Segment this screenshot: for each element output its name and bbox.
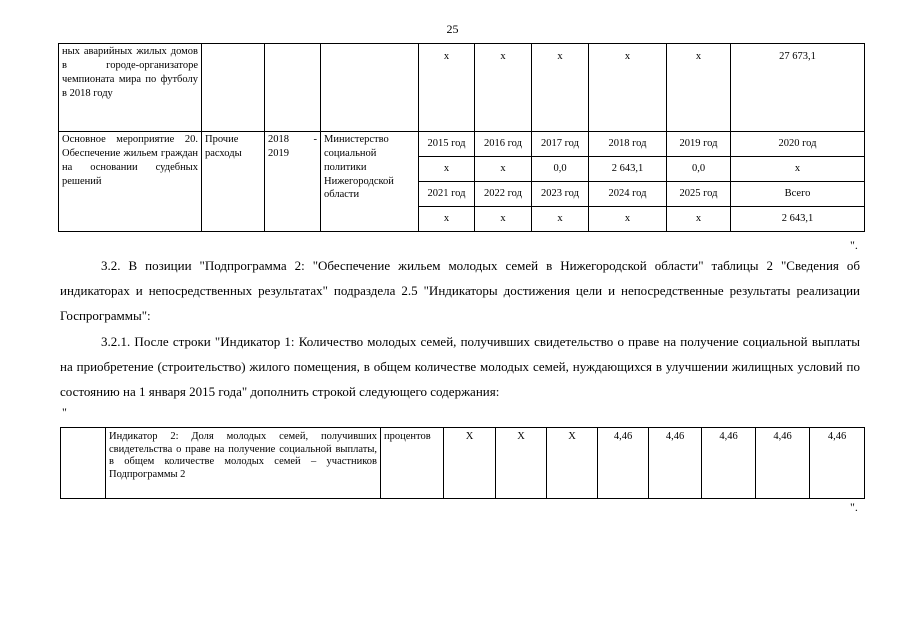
table-cell: x bbox=[731, 157, 865, 182]
opening-quote: " bbox=[62, 405, 67, 419]
row-number bbox=[61, 428, 106, 499]
table-row bbox=[59, 132, 865, 157]
table-cell: x bbox=[589, 44, 667, 132]
table-cell: x bbox=[475, 157, 532, 182]
table-cell: x bbox=[419, 44, 475, 132]
table-cell: 2 643,1 bbox=[589, 157, 667, 182]
table-cell: x bbox=[532, 44, 589, 132]
table-cell: x bbox=[475, 44, 532, 132]
funding-table bbox=[58, 43, 865, 232]
years-separator: - bbox=[313, 134, 317, 145]
table-cell: 4,46 bbox=[756, 428, 810, 499]
table-cell: x bbox=[419, 157, 475, 182]
table-cell: 0,0 bbox=[667, 157, 731, 182]
year-header: 2017 год bbox=[532, 132, 589, 157]
year-header: 2022 год bbox=[475, 182, 532, 207]
table-cell: x bbox=[419, 207, 475, 232]
year-header: 2021 год bbox=[419, 182, 475, 207]
table-cell: x bbox=[667, 207, 731, 232]
table-cell: 4,46 bbox=[810, 428, 865, 499]
empty-cell bbox=[202, 44, 265, 132]
table-row bbox=[59, 44, 865, 132]
implementation-years bbox=[265, 132, 321, 232]
years-start: 2018 bbox=[268, 134, 289, 145]
total-cell: 2 643,1 bbox=[731, 207, 865, 232]
year-header: 2015 год bbox=[419, 132, 475, 157]
paragraph-text: 3.2. В позиции "Подпрограмма 2: "Обеспечение жильем молодых семей в Нижегородской области" таблицы 2 "Сведения об индикаторах и непосредственных результатах" подраздела 2.5 "Индикаторы достижения цели и непосредственные результаты реализации Госпрограммы": bbox=[60, 258, 860, 323]
year-header: 2025 год bbox=[667, 182, 731, 207]
table-cell: X bbox=[496, 428, 547, 499]
table-cell: x bbox=[667, 44, 731, 132]
year-header: 2018 год bbox=[589, 132, 667, 157]
indicator-name: Индикатор 2: Доля молодых семей, получивших свидетельства о праве на получение социальной выплаты, в общем количестве молодых семей – участников Подпрограммы 2 bbox=[106, 428, 381, 499]
row-description: ных аварийных жилых домов в городе-организаторе чемпионата мира по футболу в 2018 году bbox=[59, 44, 202, 132]
measure-description: Основное мероприятие 20. Обеспечение жильем граждан на основании судебных решений bbox=[59, 132, 202, 232]
paragraph-text: 3.2.1. После строки "Индикатор 1: Количество молодых семей, получивших свидетельство о праве на получение социальной выплаты на приобретение (строительство) жилого помещения, в общем количестве молодых семей, нуждающихся в улучшении жилищных условий по состоянию на 1 января 2015 года" дополнить строкой следующего содержания: bbox=[60, 334, 860, 399]
paragraph-3-2-1 bbox=[60, 329, 860, 404]
table-cell: 4,46 bbox=[702, 428, 756, 499]
table-cell: 4,46 bbox=[649, 428, 702, 499]
table-cell: 0,0 bbox=[532, 157, 589, 182]
empty-cell bbox=[265, 44, 321, 132]
table-cell: x bbox=[589, 207, 667, 232]
paragraph-3-2 bbox=[60, 253, 860, 328]
closing-quote: ". bbox=[850, 238, 858, 252]
executor: Министерство социальной политики Нижегородской области bbox=[321, 132, 419, 232]
year-header: 2020 год bbox=[731, 132, 865, 157]
page-number: 25 bbox=[446, 22, 459, 36]
year-header: 2024 год bbox=[589, 182, 667, 207]
indicator-table bbox=[60, 427, 865, 499]
year-header: 2023 год bbox=[532, 182, 589, 207]
total-header: Всего bbox=[731, 182, 865, 207]
year-header: 2016 год bbox=[475, 132, 532, 157]
table-cell: 4,46 bbox=[598, 428, 649, 499]
indicator-unit: процентов bbox=[381, 428, 444, 499]
total-cell: 27 673,1 bbox=[731, 44, 865, 132]
table-cell: x bbox=[475, 207, 532, 232]
table-cell: X bbox=[444, 428, 496, 499]
year-header: 2019 год bbox=[667, 132, 731, 157]
closing-quote: ". bbox=[850, 500, 858, 514]
years-end: 2019 bbox=[268, 147, 289, 159]
expense-category: Прочие расходы bbox=[202, 132, 265, 232]
table-row bbox=[61, 428, 865, 499]
table-cell: x bbox=[532, 207, 589, 232]
empty-cell bbox=[321, 44, 419, 132]
table-cell: X bbox=[547, 428, 598, 499]
